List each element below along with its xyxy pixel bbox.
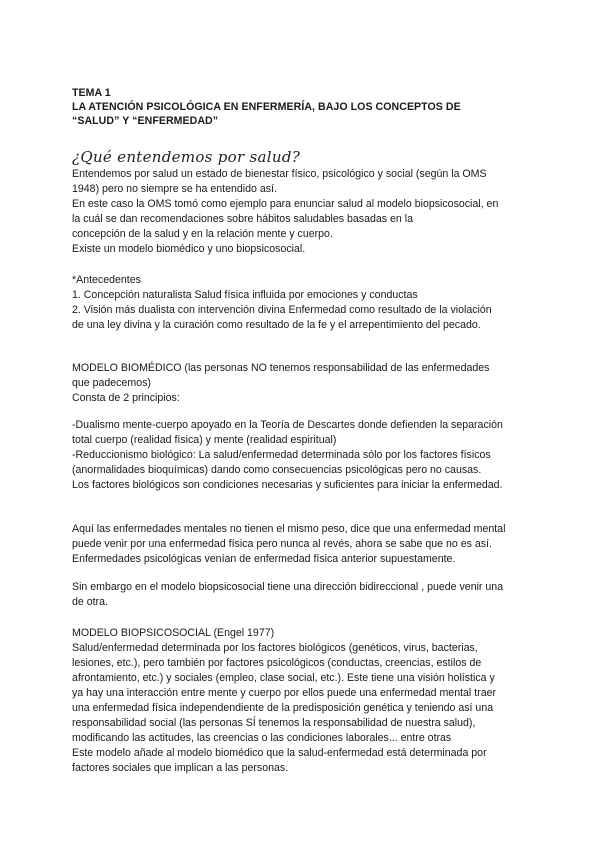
biopsicosocial-line: una enfermedad física independendiente de la predisposición genética y teniendo así una [72,702,494,714]
biopsicosocial-line: responsabilidad social (las personas SÍ tenemos la responsabilidad de nuestra salud), [72,717,476,729]
mentales-line: Aquí las enfermedades mentales no tienen el mismo peso, dice que una enfermedad mental [72,523,506,535]
antecedentes-section [72,273,532,333]
section-heading: ¿Qué entendemos por salud? [72,148,301,166]
mentales-paragraph [72,522,532,567]
mentales-line: Enfermedades psicológicas venían de enfermedad física anterior supuestamente. [72,553,456,565]
biopsicosocial-line: MODELO BIOPSICOSOCIAL (Engel 1977) [72,627,275,639]
title-line-1: LA ATENCIÓN PSICOLÓGICA EN ENFERMERÍA, BAJO LOS CONCEPTOS DE [72,101,461,113]
document-header [72,86,532,128]
mentales-line: puede venir por una enfermedad física pero nunca al revés, ahora se sabe que no es así. [72,538,492,550]
intro-line: En este caso la OMS tomó como ejemplo para enunciar salud al modelo biopsicosocial, en [72,198,499,210]
biomedico-section [72,361,532,406]
biopsicosocial-line: afrontamiento, etc.) y sociales (empleo, clase social, etc.). Este tiene una visión holística y [72,672,495,684]
antecedentes-line: 1. Concepción naturalista Salud física influida por emociones y conductas [72,289,418,301]
intro-line: 1948) pero no siempre se ha entendido así. [72,183,277,195]
biopsicosocial-line: modificando las actitudes, las creencias o las condiciones laborales... entre otras [72,732,452,744]
tema-label: TEMA 1 [72,87,111,99]
principios-line: -Dualismo mente-cuerpo apoyado en la Teoría de Descartes donde defienden la separación [72,419,503,431]
intro-line: concepción de la salud y en la relación mente y cuerpo. [72,228,333,240]
antecedentes-line: *Antecedentes [72,274,141,286]
biopsicosocial-section [72,626,532,776]
principios-line: -Reduccionismo biológico: La salud/enfermedad determinada sólo por los factores físicos [72,449,491,461]
biomedico-line: Consta de 2 principios: [72,392,180,404]
principios-line: (anormalidades bioquímicas) dando como consecuencias psicológicas pero no causas. [72,464,482,476]
biopsicosocial-line: Salud/enfermedad determinada por los factores biológicos (genéticos, virus, bacterias, [72,642,478,654]
biopsicosocial-line: lesiones, etc.), pero también por factores psicológicos (conductas, creencias, estilos de [72,657,482,669]
principios-line: total cuerpo (realidad física) y mente (realidad espiritual) [72,434,337,446]
biomedico-line: que padecemos) [72,377,151,389]
intro-line: la cuál se dan recomendaciones sobre hábitos saludables basadas en la [72,213,413,225]
antecedentes-line: 2. Visión más dualista con intervención divina Enfermedad como resultado de la violación [72,304,492,316]
bidireccional-line: Sin embargo en el modelo biopsicosocial tiene una dirección bidireccional , puede venir una [72,581,504,593]
biopsicosocial-line: factores sociales que implican a las personas. [72,762,289,774]
biopsicosocial-line: Este modelo añade al modelo biomédico que la salud-enfermedad está determinada por [72,747,487,759]
title-line-2: “SALUD” Y “ENFERMEDAD” [72,115,219,127]
principios-list [72,418,532,493]
bidireccional-paragraph [72,580,532,610]
intro-paragraph [72,167,532,257]
biomedico-line: MODELO BIOMÉDICO (las personas NO tenemos responsabilidad de las enfermedades [72,362,490,374]
bidireccional-line: de otra. [72,596,108,608]
intro-line: Entendemos por salud un estado de bienestar físico, psicológico y social (según la OMS [72,168,487,180]
intro-line: Existe un modelo biomédico y uno biopsicosocial. [72,243,306,255]
principios-line: Los factores biológicos son condiciones necesarias y suficientes para iniciar la enfermedad. [72,479,503,491]
biopsicosocial-line: ya hay una interacción entre mente y cuerpo por ellos puede una enfermedad mental traer [72,687,497,699]
antecedentes-line: de una ley divina y la curación como resultado de la fe y el arrepentimiento del pecado. [72,319,481,331]
